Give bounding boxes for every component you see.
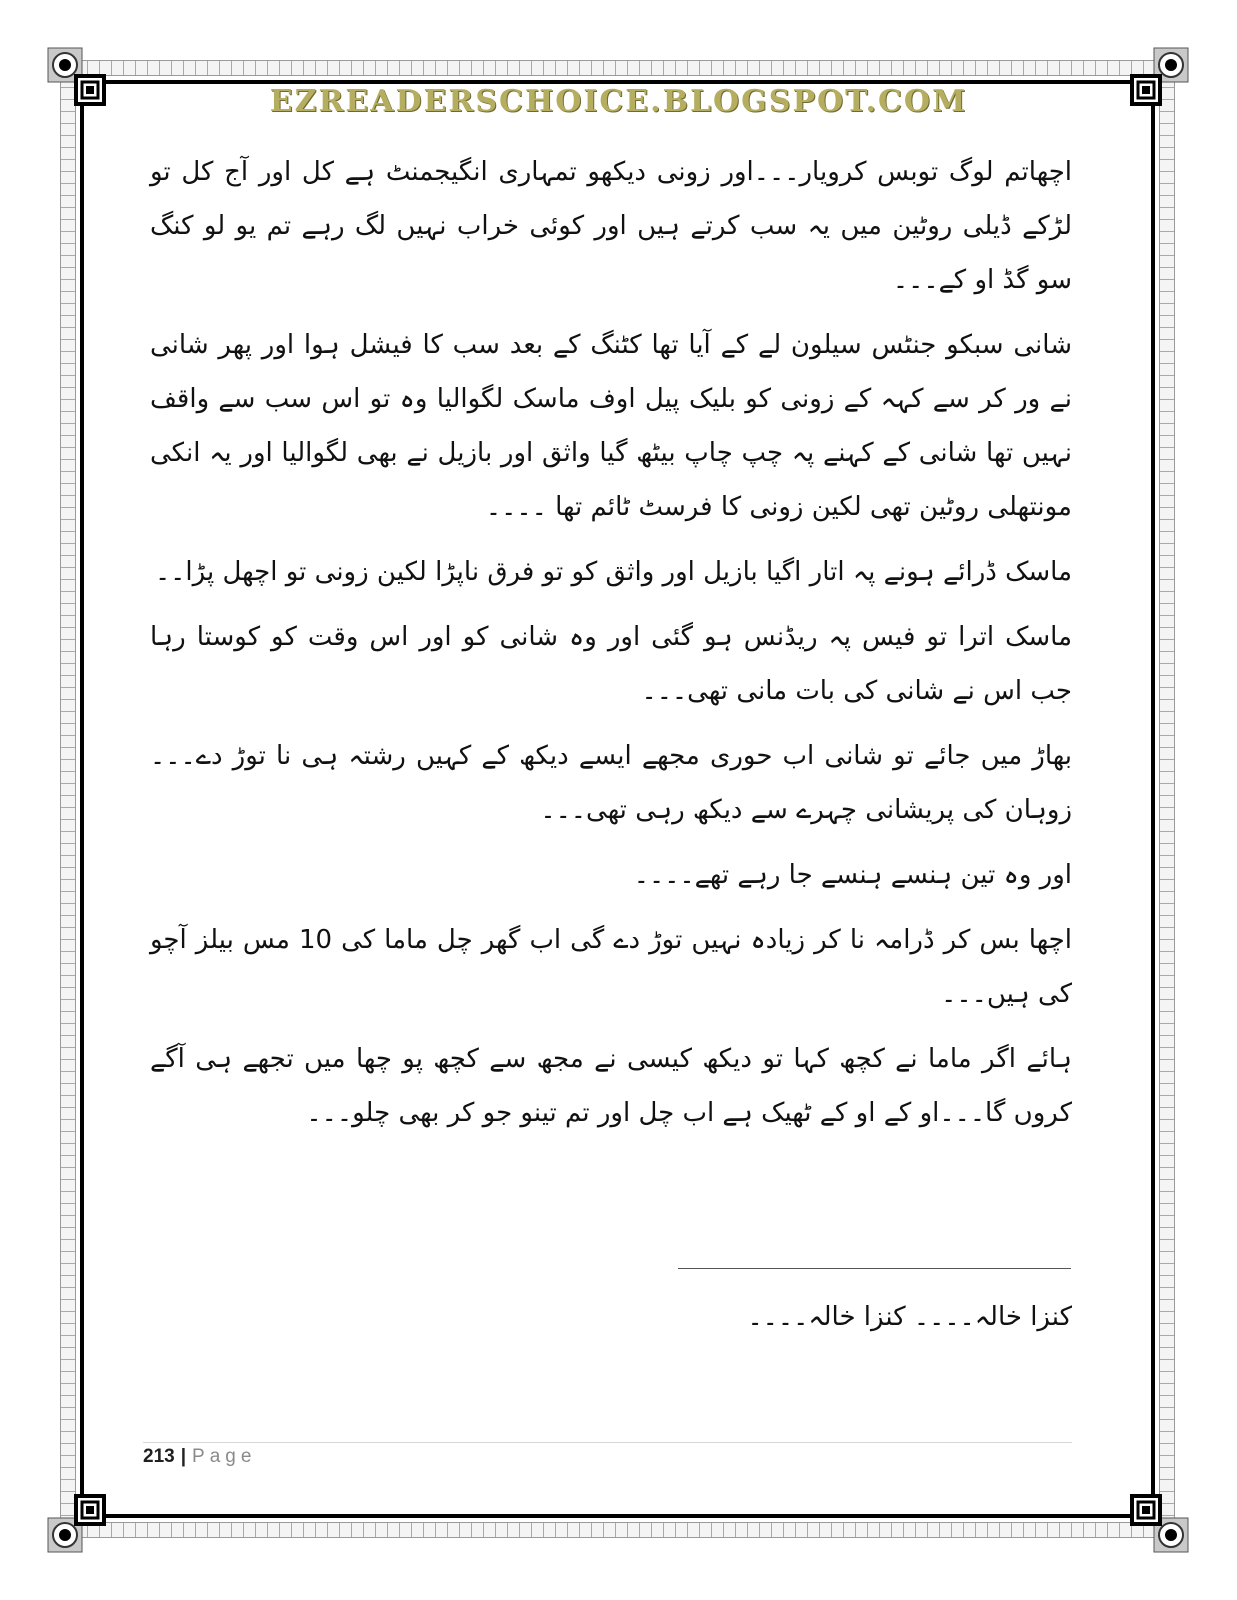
paragraph: اور وہ تین ہنسے ہنسے جا رہے تھے۔۔۔۔ xyxy=(633,860,1072,890)
page-number: 213 xyxy=(143,1446,175,1467)
frame-left-band xyxy=(60,62,76,1538)
corner-ornament-icon xyxy=(46,1492,108,1554)
paragraph: بھاڑ میں جائے تو شانی اب حوری مجھے ایسے دیکھ کے کہیں رشتہ ہی نا توڑ دے۔۔۔زوہان کی پریشانی چہرے سے دیکھ رہی تھی۔۔۔ xyxy=(150,741,1072,825)
footer-separator: | xyxy=(180,1446,187,1467)
site-watermark: EZREADERSCHOICE.BLOGSPOT.COM xyxy=(269,84,968,119)
frame-right-band xyxy=(1159,62,1175,1538)
page-label: Page xyxy=(192,1446,257,1467)
page-body xyxy=(150,145,1072,1151)
author-signature: کنزا خالہ۔۔۔۔ کنزا خالہ۔۔۔۔ xyxy=(747,1302,1072,1332)
footer-rule xyxy=(143,1442,1072,1443)
paragraph: شانی سبکو جنٹس سیلون لے کے آیا تھا کٹنگ کے بعد سب کا فیشل ہوا اور پھر شانی نے ور کر سے کہہ کے زونی کو بلیک پیل اوف ماسک لگوالیا وہ تو اس سب سے واقف نہیں تھا شانی کے کہنے پہ چپ چاپ بیٹھ گیا واثق اور بازیل نے بھی لگوالیا اور یہ انکی مونتھلی روٹین تھی لکین زونی کا فرسٹ ٹائم تھا ۔۔۔۔ xyxy=(150,330,1072,522)
paragraph: اچھاتم لوگ توبس کرویار۔۔۔اور زونی دیکھو تمہاری انگیجمنٹ ہے کل اور آج کل تو لڑکے ڈیلی روٹین میں یہ سب کرتے ہیں اور کوئی خراب نہیں لگ رہے تم یو لو کنگ سو گڈ او کے۔۔۔ xyxy=(150,157,1072,295)
corner-ornament-icon xyxy=(1128,1492,1190,1554)
frame-top-band xyxy=(62,60,1175,76)
paragraph: اچھا بس کر ڈرامہ نا کر زیادہ نہیں توڑ دے گی اب گھر چل ماما کی 10 مس بیلز آچو کی ہیں۔۔۔ xyxy=(150,925,1072,1009)
frame-bottom-band xyxy=(62,1522,1175,1538)
paragraph: ماسک ڈرائے ہونے پہ اتار اگیا بازیل اور واثق کو تو فرق ناپڑا لکین زونی تو اچھل پڑا۔۔ xyxy=(154,557,1072,587)
section-divider xyxy=(678,1268,1071,1269)
page-footer xyxy=(143,1446,256,1468)
paragraph: ماسک اترا تو فیس پہ ریڈنس ہو گئی اور وہ شانی کو اور اس وقت کو کوستا رہا جب اس نے شانی کی بات مانی تھی۔۔۔ xyxy=(150,622,1072,706)
paragraph: ہائے اگر ماما نے کچھ کہا تو دیکھ کیسی نے مجھ سے کچھ پو چھا میں تجھے ہی آگے کروں گا۔۔۔او کے او کے ٹھیک ہے اب چل اور تم تینو جو کر بھی چلو۔۔۔ xyxy=(150,1044,1072,1128)
